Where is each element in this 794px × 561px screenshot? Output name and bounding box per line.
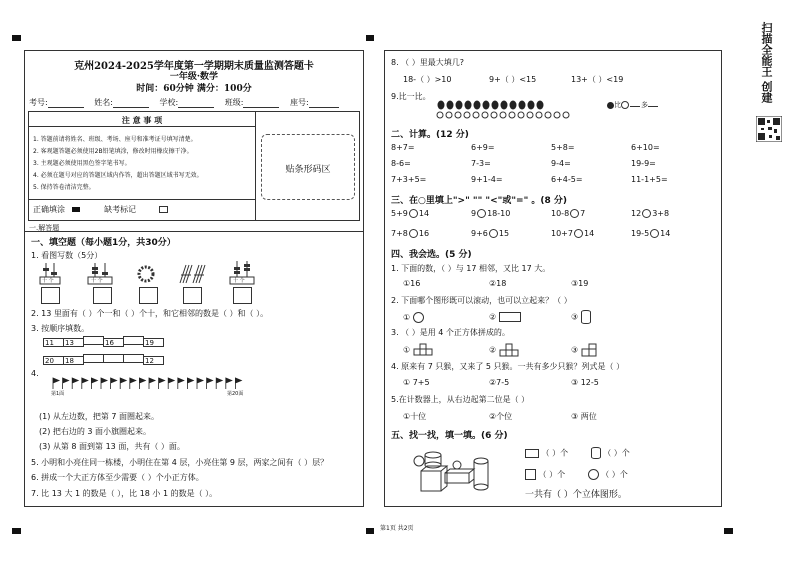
left-answer-panel — [24, 50, 364, 507]
apple-icon — [509, 112, 515, 118]
choice-option[interactable]: ③ 12-5 — [571, 378, 599, 387]
qr-code-icon — [756, 116, 782, 142]
sequence-blank[interactable] — [83, 336, 104, 345]
abacus-picture — [87, 263, 113, 285]
section-4-title: 四、我会选。(5 分) — [391, 250, 472, 260]
cylinder-shape-icon — [581, 310, 591, 324]
answer-box[interactable] — [233, 287, 252, 304]
q8-item: 18-（ ）>10 — [403, 75, 452, 84]
calc-item: 8-6= — [391, 159, 411, 168]
sequence-cell: 18 — [63, 356, 84, 365]
pear-icon — [492, 101, 499, 110]
question-1: 1. 看图写数（5分） — [31, 251, 103, 260]
question-2: 2. 13 里面有（ ）个一和（ ）个十，和它相邻的数是（ ）和（ ）。 — [31, 309, 269, 318]
sequence-row-2 — [43, 354, 163, 365]
sequence-cell: 19 — [143, 338, 164, 347]
divider — [255, 112, 256, 220]
choice-4: 4. 原来有 7 只猴，又来了 5 只猴。一共有多少只猴？列式是（ ） — [391, 362, 625, 371]
field-name: 姓名: — [94, 98, 113, 107]
flag-left-label: 第1面 — [51, 391, 65, 397]
sequence-cell: 16 — [103, 338, 124, 347]
compare-item: 10+7 14 — [551, 229, 595, 238]
choice-option[interactable]: ③ — [571, 343, 605, 357]
pear-icon — [456, 101, 463, 110]
barcode-label: 贴条形码区 — [285, 165, 331, 175]
sequence-cell: 13 — [63, 338, 84, 347]
abacus-label: 十 个 — [42, 278, 54, 284]
compare-text: 比 多 — [607, 100, 658, 110]
cylinder-icon — [591, 447, 601, 459]
sequence-cell: 20 — [43, 356, 64, 365]
choice-5: 5.在计数器上，从右边起第二位是（ ） — [391, 395, 530, 404]
calc-item: 19-9= — [631, 159, 656, 168]
fill-legend — [33, 204, 168, 215]
field-exam-number: 考号: — [29, 98, 48, 107]
cuboid-shape-icon — [499, 312, 521, 322]
flag-icon — [111, 378, 117, 389]
compare-circle[interactable] — [574, 229, 583, 238]
choice-option[interactable]: ① — [403, 312, 424, 323]
scanner-watermark: 扫描全能王 创建 — [760, 22, 773, 103]
choice-option[interactable]: ③ — [571, 310, 591, 324]
right-answer-panel — [384, 50, 722, 507]
class-blank[interactable] — [243, 99, 279, 108]
calc-item: 6+9= — [471, 143, 495, 152]
apple-icon — [545, 112, 551, 118]
compare-item: 5+9 14 — [391, 209, 430, 218]
calc-item: 9+1-4= — [471, 175, 503, 184]
question-4: 4. — [31, 369, 39, 378]
pear-icon — [438, 101, 445, 110]
compare-item: 19-5 14 — [631, 229, 671, 238]
question-4-2: (2) 把右边的 3 面小旗圈起来。 — [39, 427, 152, 436]
flag-icon — [216, 378, 222, 389]
sphere-icon — [588, 469, 599, 480]
notice-heading: 注 意 事 项 — [121, 116, 163, 125]
cubes-icon — [413, 343, 437, 357]
abacus-picture — [39, 263, 61, 285]
notice-item: 2. 客观题答题必须使用2B铅笔填涂，修改时用橡皮擦干净。 — [33, 148, 193, 155]
alignment-mark — [366, 35, 374, 41]
apple-icon — [455, 112, 461, 118]
exam-time-info: 时间：60分钟 满分：100分 — [136, 84, 252, 94]
field-school: 学校: — [159, 98, 179, 107]
pear-icon — [528, 101, 535, 110]
section-tag: 一.解答题 — [29, 224, 60, 232]
pear-icon — [465, 101, 472, 110]
filled-mark-icon — [72, 207, 80, 212]
choice-option[interactable]: ② — [489, 343, 523, 357]
notice-box — [28, 111, 360, 221]
choice-option[interactable]: ①十位 — [403, 412, 427, 421]
flag-icon — [168, 378, 174, 389]
notice-list — [33, 134, 253, 194]
count-blank[interactable]: （ ）个 — [601, 470, 628, 479]
notice-item: 4. 必须在题号对应的答题区域内作答，超出答题区域书写无效。 — [33, 172, 203, 179]
apple-icon — [536, 112, 542, 118]
flags-row — [51, 376, 251, 396]
flag-right-label: 第20面 — [227, 391, 244, 397]
choice-2: 2. 下面哪个图形既可以滚动，也可以立起来？（ ） — [391, 296, 572, 305]
section-1-title: 一、填空题（每小题1分，共30分） — [31, 238, 176, 248]
compare-circle[interactable] — [489, 229, 498, 238]
flag-icon — [235, 378, 241, 389]
question-7: 7. 比 13 大 1 的数是（ ），比 18 小 1 的数是（ ）。 — [31, 489, 218, 498]
answer-box[interactable] — [139, 287, 158, 304]
question-9: 9.比一比。 — [391, 92, 431, 101]
pear-icon — [510, 101, 517, 110]
apple-icon — [482, 112, 488, 118]
answer-box[interactable] — [93, 287, 112, 304]
sequence-cell: 12 — [143, 356, 164, 365]
compare-circle[interactable] — [570, 209, 579, 218]
choice-option[interactable]: ② — [489, 312, 521, 322]
flags-icon — [51, 376, 251, 390]
bead-ring-picture — [135, 263, 157, 285]
choice-1: 1. 下面的数，（ ）与 17 相邻，又比 17 大。 — [391, 264, 551, 273]
divider — [29, 199, 255, 200]
pear-icon — [447, 101, 454, 110]
school-blank[interactable] — [178, 99, 214, 108]
pear-icon — [474, 101, 481, 110]
flag-icon — [149, 378, 155, 389]
cubes-icon — [499, 343, 523, 357]
apple-icon — [554, 112, 560, 118]
circle-shape-icon — [413, 312, 424, 323]
choice-option[interactable]: ②个位 — [489, 412, 513, 421]
flag-icon — [197, 378, 203, 389]
flag-icon — [91, 378, 97, 389]
sequence-row-1 — [43, 336, 163, 347]
question-8: 8. （ ）里最大填几? — [391, 58, 464, 67]
apple-icon — [500, 112, 506, 118]
abacus-picture — [229, 261, 255, 285]
calc-item: 8+7= — [391, 143, 415, 152]
flag-icon — [187, 378, 193, 389]
sequence-blank[interactable] — [123, 336, 144, 345]
section-5-title: 五、找一找，填一填。(6 分) — [391, 431, 508, 441]
apple-icon — [491, 112, 497, 118]
sticks-bundle-picture — [177, 263, 209, 285]
alignment-mark — [366, 528, 374, 534]
compare-item: 9+6 15 — [471, 229, 510, 238]
compare-circle[interactable] — [642, 209, 651, 218]
apple-row — [435, 111, 595, 119]
calc-item: 7-3= — [471, 159, 491, 168]
flag-icon — [226, 378, 232, 389]
alignment-mark — [724, 528, 733, 534]
pear-icon — [537, 101, 544, 110]
notice-item: 5. 保持答卷清洁完整。 — [33, 184, 95, 191]
count-blank[interactable]: （ ）个 — [603, 448, 630, 458]
fill-correct-label: 正确填涂 — [33, 205, 65, 214]
seat-blank[interactable] — [309, 99, 339, 108]
calc-item: 11-1+5= — [631, 175, 668, 184]
student-info-row — [29, 97, 359, 108]
count-blank[interactable]: （ ）个 — [541, 448, 569, 458]
flag-icon — [82, 378, 88, 389]
calc-item: 5+8= — [551, 143, 575, 152]
compare-item: 10-8 7 — [551, 209, 586, 218]
flag-icon — [53, 378, 59, 389]
sequence-blank[interactable] — [123, 354, 144, 363]
flag-icon — [101, 378, 107, 389]
compare-item: 7+8 16 — [391, 229, 430, 238]
question-3: 3. 按顺序填数。 — [31, 324, 90, 333]
sticks-bundle-icon — [177, 263, 209, 285]
pear-icon — [607, 102, 614, 109]
field-seat: 座号: — [290, 98, 309, 107]
notice-item: 1. 答题前请将姓名、班级、考场、座号和准考证号填写清楚。 — [33, 136, 197, 143]
cube-icon — [525, 469, 536, 480]
choice-option[interactable]: ①16 — [403, 279, 421, 288]
compare-circle[interactable] — [409, 229, 418, 238]
bead-ring-icon — [135, 263, 157, 285]
count-row — [525, 469, 628, 480]
solid-shapes-picture — [411, 443, 503, 497]
q8-item: 13+（ ）<19 — [571, 75, 624, 84]
pear-icon — [501, 101, 508, 110]
calc-item: 7+3+5= — [391, 175, 427, 184]
question-4-1: (1) 从左边数，把第 7 面圈起来。 — [39, 412, 160, 421]
answer-box[interactable] — [41, 287, 60, 304]
count-blank[interactable]: （ ）个 — [538, 470, 566, 479]
choice-option[interactable]: ① — [403, 343, 437, 357]
count-row — [525, 447, 630, 459]
flag-icon — [120, 378, 126, 389]
choice-option[interactable]: ②7-5 — [489, 378, 510, 387]
question-5: 5. 小明和小亮住同一栋楼，小明住在第 4 层，小亮住第 9 层，两家之间有（ ）层？ — [31, 458, 329, 467]
apple-row-icon — [435, 111, 595, 119]
choice-option[interactable]: ②18 — [489, 279, 507, 288]
name-blank[interactable] — [113, 99, 149, 108]
section-3-title: 三、在○里填上">" "" "<"或"=" 。(8 分) — [391, 196, 568, 206]
section-2-title: 二、计算。(12 分) — [391, 130, 469, 140]
barcode-area — [261, 134, 355, 200]
apple-icon — [563, 112, 569, 118]
apple-icon — [446, 112, 452, 118]
flag-icon — [159, 378, 165, 389]
apple-icon — [621, 101, 629, 109]
sequence-blank[interactable] — [103, 354, 124, 363]
divider — [29, 126, 255, 127]
absent-mark-box[interactable] — [159, 206, 168, 213]
exam-subject: 一年级·数学 — [169, 72, 219, 82]
exam-number-blank[interactable] — [48, 99, 84, 108]
question-6: 6. 拼成一个大正方体至少需要（ ）个小正方体。 — [31, 473, 204, 482]
flag-icon — [139, 378, 145, 389]
apple-icon — [464, 112, 470, 118]
compare-item: 9 18-10 — [471, 209, 511, 218]
divider — [25, 231, 363, 232]
apple-icon — [473, 112, 479, 118]
page-number: 第1页 共2页 — [380, 525, 414, 532]
cubes-icon — [581, 343, 605, 357]
flag-icon — [72, 378, 78, 389]
sequence-blank[interactable] — [83, 354, 104, 363]
apple-icon — [518, 112, 524, 118]
abacus-label: 十 个 — [233, 278, 245, 284]
compare-circle[interactable] — [650, 229, 659, 238]
choice-option[interactable]: ① 7+5 — [403, 378, 430, 387]
sequence-cell: 11 — [43, 338, 64, 347]
compare-circle[interactable] — [409, 209, 418, 218]
flag-icon — [178, 378, 184, 389]
calc-item: 9-4= — [551, 159, 571, 168]
pear-icon — [519, 101, 526, 110]
total-solids: 一共有（ ）个立体图形。 — [525, 490, 627, 500]
answer-blank[interactable] — [648, 106, 658, 107]
notice-item: 3. 主观题必须使用黑色签字笔书写。 — [33, 160, 131, 167]
stacked-solids-icon — [411, 443, 503, 497]
field-class: 班级: — [224, 98, 244, 107]
answer-blank[interactable] — [630, 106, 640, 107]
choice-option[interactable]: ③ 两位 — [571, 412, 597, 421]
alignment-mark — [12, 528, 21, 534]
answer-box[interactable] — [183, 287, 202, 304]
flag-icon — [207, 378, 213, 389]
alignment-mark — [12, 35, 21, 41]
compare-row — [435, 97, 648, 111]
pear-row-icon — [435, 97, 605, 111]
question-4-3: (3) 从第 8 面到第 13 面，共有（ ）面。 — [39, 442, 185, 451]
flag-icon — [130, 378, 136, 389]
pear-icon — [483, 101, 490, 110]
compare-circle[interactable] — [477, 209, 486, 218]
exam-title: 克州2024-2025学年度第一学期期末质量监测答题卡 — [74, 61, 314, 72]
cuboid-icon — [525, 449, 539, 458]
fill-missing-label: 缺考标记 — [104, 205, 137, 214]
apple-icon — [437, 112, 443, 118]
q8-item: 9+（ ）<15 — [489, 75, 537, 84]
choice-3: 3. （ ）是用 4 个正方体拼成的。 — [391, 328, 510, 337]
choice-option[interactable]: ③19 — [571, 279, 589, 288]
compare-item: 12 3+8 — [631, 209, 670, 218]
calc-item: 6+10= — [631, 143, 660, 152]
apple-icon — [527, 112, 533, 118]
flag-icon — [63, 378, 69, 389]
abacus-label: 十 个 — [91, 278, 103, 284]
calc-item: 6+4-5= — [551, 175, 583, 184]
